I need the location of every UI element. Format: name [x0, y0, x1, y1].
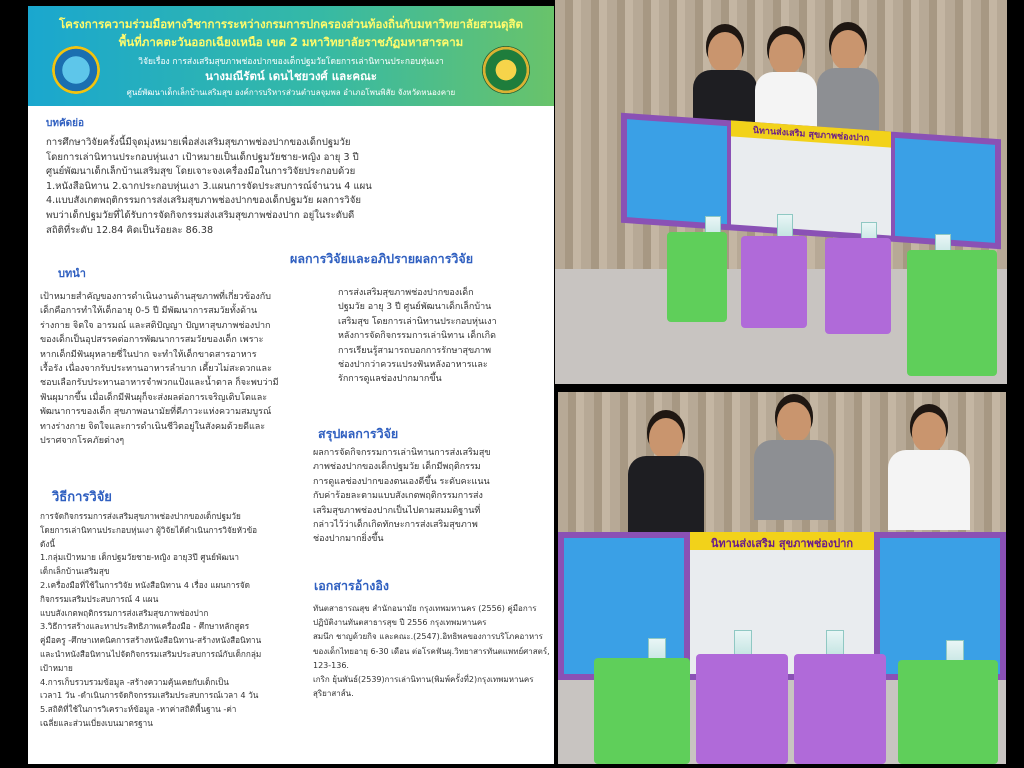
abstract-line: 1.หนังสือนิทาน 2.ฉากประกอบหุ่นเงา 3.แผนการจัดประสบการณ์จำนวน 4 แผน — [46, 180, 372, 192]
methods-line: 4.การเก็บรวบรวมข้อมูล -สร้างความคุ้นเคยกับเด็กเป็น — [40, 676, 229, 687]
abstract-line: สถิติที่ระดับ 12.84 คิดเป็นร้อยละ 86.38 — [46, 224, 214, 236]
teacher-figure — [628, 418, 704, 548]
green-chair — [594, 658, 690, 764]
reference-line: ของเด็กไทยอายุ 6-30 เดือน ต่อโรคฟันผุ.วิทยาสารทันตแพทย์ศาสตร์, — [313, 646, 550, 656]
intro-line: พัฒนาการของเด็ก สุขภาพอนามัยที่ดีภาวะแห่งความสมบูรณ์ — [40, 407, 272, 418]
reference-line: สมนึก ชาญด้วยกิจ และคณะ.(2547).อิทธิพลของการบริโภคอาหาร — [313, 632, 543, 642]
methods-body — [40, 510, 261, 731]
summary-line: กับค่าร้อยละตามแบบสังเกตพฤติกรรมการส่ง — [313, 491, 483, 502]
reference-line: 123-136. — [313, 660, 349, 670]
intro-line: ชอบเลือกรับประทานอาหารจำพวกแป้งและน้ำตาล ก็จะพบว่ามี — [40, 378, 279, 389]
banner-line-2: พื้นที่ภาคตะวันออกเฉียงเหนือ เขต 2 มหาวิทยาลัยราชภัฏมหาสารคาม — [118, 35, 464, 49]
summary-line: ผลการจัดกิจกรรมการเล่านิทานการส่งเสริมสุข — [313, 448, 491, 458]
methods-line: เป้าหมาย — [40, 662, 73, 673]
abstract-line: พบว่าเด็กปฐมวัยที่ได้รับการจัดกิจกรรมส่งเสริมสุขภาพช่องปาก อยู่ในระดับดี — [46, 209, 355, 221]
activity-photo-1 — [555, 0, 1007, 384]
green-chair — [907, 250, 997, 376]
research-poster — [28, 6, 554, 764]
reference-line: ทันตสาธารณสุข สำนักอนามัย กรุงเทพมหานคร (2556) คู่มือการ — [313, 604, 537, 613]
methods-line: เฉลี่ยและส่วนเบี่ยงเบนมาตรฐาน — [40, 717, 153, 728]
methods-heading: วิธีการวิจัย — [52, 490, 112, 505]
purple-chair — [741, 236, 807, 328]
research-affiliation: ศูนย์พัฒนาเด็กเล็กบ้านเสริมสุข องค์การบริหารส่วนตำบลจุมพล อำเภอโพนพิสัย จังหวัดหนองคาย — [126, 88, 456, 97]
methods-line: คู่มือครู -ศึกษาเทคนิคการสร้างหนังสือนิทาน-สร้างหนังสือนิทาน — [40, 635, 262, 646]
intro-line: ร่างกาย จิตใจ อารมณ์ และสติปัญญา ปัญหาสุขภาพช่องปาก — [40, 320, 271, 331]
intro-line: หากเด็กมีฟันผุหลายซี่ในปาก จะทำให้เด็กขาดสารอาหาร — [40, 349, 257, 360]
intro-line: ทางร่างกาย จิตใจและการดำเนินชีวิตอยู่ในสังคมด้วยดีและ — [40, 421, 266, 432]
intro-line: เรื้อรัง เนื่องจากรับประทานอาหารลำบาก เคี้ยวไม่สะดวกและ — [40, 364, 272, 375]
intro-line: เด็กคือการทำให้เด็กอายุ 0-5 ปี มีพัฒนาการสมวัยทั้งด้าน — [40, 306, 258, 317]
methods-line: และนำหนังสือนิทานไปจัดกิจกรรมเสริมประสบการณ์กับเด็กกลุ่ม — [40, 648, 262, 659]
abstract-line: โดยการเล่านิทานประกอบหุ่นเงา เป้าหมายเป็นเด็กปฐมวัยชาย-หญิง อายุ 3 ปี — [46, 151, 359, 163]
summary-line: กล่าวไว้ว่าเด็กเกิดทักษะการส่งเสริมสุขภาพ — [313, 520, 478, 531]
results-line: หลังการจัดกิจกรรมการเล่านิทาน เด็กเกิด — [338, 331, 496, 342]
intro-line: เป้าหมายสำคัญของการดำเนินงานด้านสุขภาพที่เกี่ยวข้องกับ — [40, 292, 271, 302]
board-title: นิทานส่งเสริม สุขภาพช่องปาก — [752, 125, 870, 145]
reference-line: เกริก ยุ้นพันธ์(2539)การเล่านิทาน(พิมพ์ครั้งที่2)กรุงเทพมหานคร — [313, 675, 534, 685]
summary-body — [313, 446, 491, 547]
methods-line: 3.วิธีการสร้างและหาประสิทธิภาพเครื่องมือ - ศึกษาหลักสูตร — [40, 621, 250, 632]
methods-line: เด็กเล็กบ้านเสริมสุข — [40, 566, 110, 577]
methods-line: การจัดกิจกรรมการส่งเสริมสุขภาพช่องปากของเด็กปฐมวัย — [40, 511, 241, 521]
summary-line: ช่องปากมากยิ่งขึ้น — [313, 534, 384, 545]
results-heading: ผลการวิจัยและอภิปรายผลการวิจัย — [290, 251, 474, 266]
purple-chair — [825, 238, 891, 334]
results-line: รักการดูแลช่องปากมากขึ้น — [338, 374, 442, 385]
methods-line: 1.กลุ่มเป้าหมาย เด็กปฐมวัยชาย-หญิง อายุ3ปี ศูนย์พัฒนา — [40, 552, 239, 563]
reference-line: ปฏิบัติงานทันตสาธารสุข ปี 2556 กรุงเทพมหานคร — [313, 618, 487, 628]
summary-line: เสริมสุขภาพช่องปากเป็นไปตามสมมติฐานที่ — [313, 505, 481, 516]
summary-line: ภาพช่องปากของเด็กปฐมวัย เด็กมีพฤติกรรม — [313, 462, 481, 473]
abstract-line: 4.แบบสังเกตพฤติกรรมการส่งเสริมสุขภาพช่องปากของเด็กปฐมวัย ผลการวิจัย — [46, 195, 361, 207]
research-authors: นางมณีรัตน์ เดนไชยวงศ์ และคณะ — [205, 69, 377, 83]
results-line: เสริมสุข โดยการเล่านิทานประกอบหุ่นเงา — [338, 316, 497, 327]
intro-line: ฟันผุมากขึ้น เมื่อเด็กมีฟันผุก็จะส่งผลต่อการเจริญเติบโตและ — [40, 392, 268, 403]
purple-chair — [696, 654, 788, 764]
teacher-figure — [888, 412, 970, 542]
summary-line: การดูแลช่องปากของตนเองดีขึ้น ระดับคะแนน — [313, 476, 490, 487]
intro-body — [40, 290, 279, 448]
reference-line: สุริยาสาส์น. — [313, 689, 354, 699]
results-line: การส่งเสริมสุขภาพช่องปากของเด็ก — [338, 288, 474, 298]
methods-line: แบบสังเกตพฤติกรรมการส่งเสริมสุขภาพช่องปาก — [40, 607, 209, 618]
references-heading: เอกสารอ้างอิง — [314, 578, 389, 593]
results-line: ปฐมวัย อายุ 3 ปี ศูนย์พัฒนาเด็กเล็กบ้าน — [338, 302, 492, 313]
results-line: ช่องปากว่าควรแปรงฟันหลังอาหารและ — [338, 360, 488, 371]
poster-banner — [28, 6, 554, 106]
methods-line: โดยการเล่านิทานประกอบหุ่นเงา ผู้วิจัยได้ดำเนินการวิจัยหัวข้อ — [40, 524, 258, 535]
references-body — [313, 602, 550, 701]
green-chair — [667, 232, 727, 322]
methods-line: เวลา1 วัน -ดำเนินการจัดกิจกรรมเสริมประสบการณ์เวลา 4 วัน — [40, 690, 259, 701]
abstract-heading: บทคัดย่อ — [46, 118, 84, 129]
teacher-figure — [754, 402, 834, 542]
research-title: วิจัยเรื่อง การส่งเสริมสุขภาพช่องปากของเด็กปฐมวัยโดยการเล่านิทานประกอบหุ่นเงา — [138, 57, 444, 67]
methods-line: 5.สถิติที่ใช้ในการวิเคราะห์ข้อมูล -หาค่าสถิติพื้นฐาน -ค่า — [40, 704, 237, 715]
banner-line-1: โครงการความร่วมมือทางวิชาการระหว่างกรมการปกครองส่วนท้องถิ่นกับมหาวิทยาลัยสวนดุสิต — [58, 17, 523, 31]
methods-line: กิจกรรมเสริมประสบการณ์ 4 แผน — [40, 593, 159, 604]
methods-line: 2.เครื่องมือที่ใช้ในการวิจัย หนังสือนิทาน 4 เรื่อง แผนการจัด — [40, 579, 250, 590]
intro-heading: บทนำ — [58, 267, 86, 280]
board-title: นิทานส่งเสริม สุขภาพช่องปาก — [710, 537, 854, 550]
summary-heading: สรุปผลการวิจัย — [318, 426, 399, 441]
methods-line: ดังนี้ — [40, 538, 55, 549]
purple-chair — [794, 654, 886, 764]
abstract-body — [46, 136, 372, 238]
activity-photo-2 — [558, 392, 1006, 764]
abstract-line: ศูนย์พัฒนาเด็กเล็กบ้านเสริมสุข โดยเจาะจงเครื่องมือในการวิจัยประกอบด้วย — [46, 166, 356, 178]
intro-line: ปราศจากโรคภัยต่างๆ — [40, 436, 125, 447]
intro-line: ของเด็กเป็นอุปสรรคต่อการพัฒนาการสมวัยของเด็ก เพราะ — [40, 335, 264, 346]
results-body — [338, 286, 497, 387]
abstract-line: การศึกษาวิจัยครั้งนี้มีจุดมุ่งหมายเพื่อส่งเสริมสุขภาพช่องปากของเด็กปฐมวัย — [46, 137, 351, 148]
green-chair — [898, 660, 998, 764]
results-line: การเรียนรู้สามารถบอกการรักษาสุขภาพ — [338, 345, 492, 356]
